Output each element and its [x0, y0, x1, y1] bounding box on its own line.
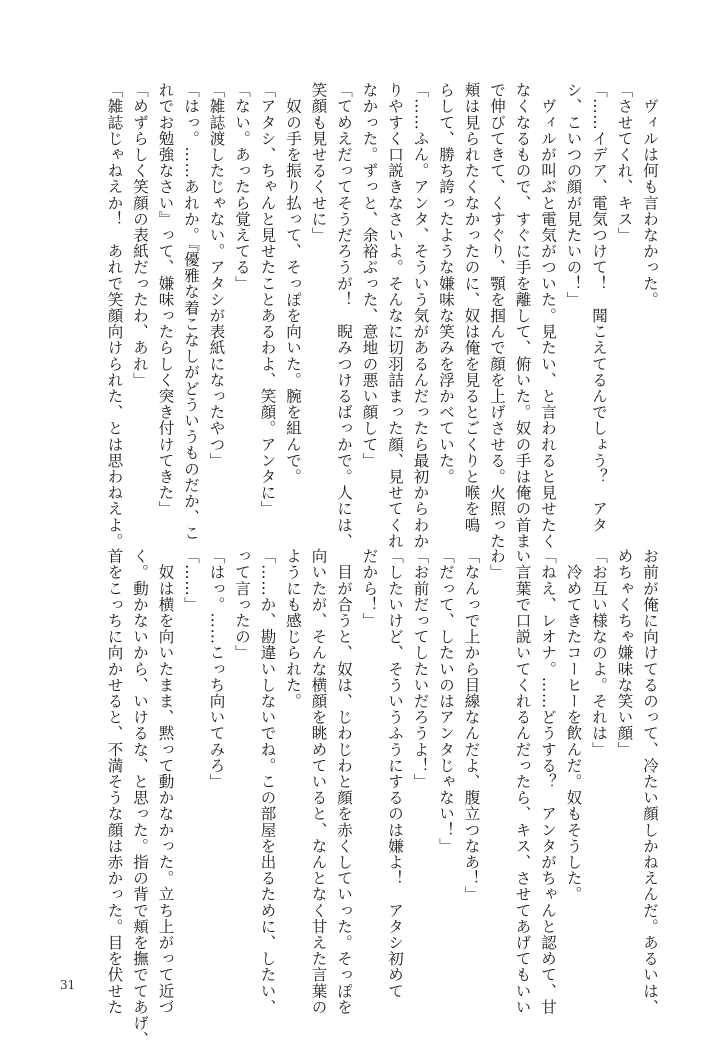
text-line: 「させてくれ、キス」	[615, 82, 634, 243]
text-line: 「お互い様なのよ。それは」	[590, 548, 608, 758]
text-line: 「したいけど、そういうふうにするのは嫌よ！ アタシ初めて	[386, 548, 404, 999]
text-line: 「雑誌渡したじゃない。アタシが表紙になったやつ」	[207, 82, 226, 469]
text-line: 奴の手を振り払って、そっぽを向いた。腕を組んで。	[284, 82, 302, 485]
text-line: めちゃくちゃ嫌味な笑い顔」	[615, 548, 634, 758]
text-line: 奴は横を向いたまま、黙って動かなかった。立ち上がって近づ	[156, 548, 175, 1015]
text-line: 「なんっで上から目線なんだよ、腹立つなあ！」	[462, 548, 481, 903]
text-line: 冷めてきたコーヒーを飲んだ。奴もそうした。	[564, 548, 583, 903]
text-line: お前が俺に向けてるのって、冷たい顔しかねえんだ。あるいは、	[641, 548, 659, 1015]
text-line: 「……か、勘違いしないでね。この部屋を出るために、したい、	[258, 548, 277, 1015]
text-line: 目が合うと、奴は、じわじわと顔を赤くしていった。そっぽを	[335, 548, 353, 1015]
text-line: で伸びてきて、くすぐり、顎を掴んで顔を上げさせる。火照った	[488, 82, 506, 549]
text-line: ヴィルは何も言わなかった。	[641, 82, 659, 308]
text-line: 「……」	[182, 548, 200, 613]
text-line: 「……イデア、電気つけて！ 聞こえてるんでしょう？ アタ	[590, 82, 608, 533]
text-line: 「アタシ、ちゃんと見せたことあるわよ、笑顔。アンタに」	[258, 82, 277, 517]
text-line: 首をこっちに向かせると、不満そうな顔は赤かった。目を伏せた	[105, 548, 124, 1015]
upper-text-block	[101, 82, 662, 549]
text-line: く。動かないから、いけるな、と思った。指の背で頬を撫でてあげ、	[131, 548, 149, 1047]
text-line: れでお勉強なさい』って、嫌味ったらしく突き付けてきた」	[156, 82, 175, 517]
text-line: なかった。ずっと、余裕ぶった、意地の悪い顔して」	[360, 82, 379, 469]
text-line: 向いたが、そんな横顔を眺めていると、なんとなく甘えた言葉の	[309, 548, 328, 1015]
text-line: 「はっ。……こっち向いてみろ」	[207, 548, 226, 790]
text-line: なくなるもので、すぐに手を離して、俯いた。奴の手は俺の首ま	[513, 82, 532, 549]
text-line: シ、こいつの顔が見たいの！」	[564, 82, 583, 308]
text-line: 「雑誌じゃねえか！ あれで笑顔向けられた、とは思わねえよ。	[105, 82, 124, 549]
text-line: 「ない。あったら覚えてる」	[233, 82, 251, 292]
text-line: 「てめえだってそうだろうが！ 睨みつけるばっかで。人には、	[335, 82, 353, 549]
text-line: い言葉で口説いてくれるんだったら、キス、させてあげてもいい	[513, 548, 532, 1015]
text-line: 「だって、したいのはアンタじゃない！」	[437, 548, 455, 854]
text-line: 「はっ。……あれか。『優雅な着こなしがどういうものだか、こ	[182, 82, 200, 542]
text-line: ようにも感じられた。	[284, 548, 302, 709]
text-line: わ」	[488, 548, 506, 581]
text-line: 笑顔も見せるくせに」	[309, 82, 328, 243]
text-line: 「ねえ、レオナ。……どうする？ アンタがちゃんと認めて、甘	[539, 548, 557, 1015]
text-line: 頬は見られたくなかったのに、奴は俺を見るとごくりと喉を鳴	[462, 82, 481, 533]
text-line: 「お前だってしたいだろうよ！」	[411, 548, 430, 790]
lower-text-block	[101, 548, 662, 1047]
text-line: だから！」	[360, 548, 379, 629]
text-line: ヴィルが叫ぶと電気がついた。見たい、と言われると見せたく	[539, 82, 557, 549]
text-line: って言ったの」	[233, 548, 251, 661]
text-line: 「めずらしく笑顔の表紙だったわ、あれ」	[131, 82, 149, 388]
text-line: りやすく口説きなさいよ。そんなに切羽詰まった顔、見せてくれ	[386, 82, 404, 549]
text-line: らして、勝ち誇ったような嫌味な笑みを浮かべていた。	[437, 82, 455, 485]
page-number: 31	[60, 978, 76, 992]
text-line: 「……ふん。アンタ、そういう気があるんだったら最初からわか	[411, 82, 430, 549]
